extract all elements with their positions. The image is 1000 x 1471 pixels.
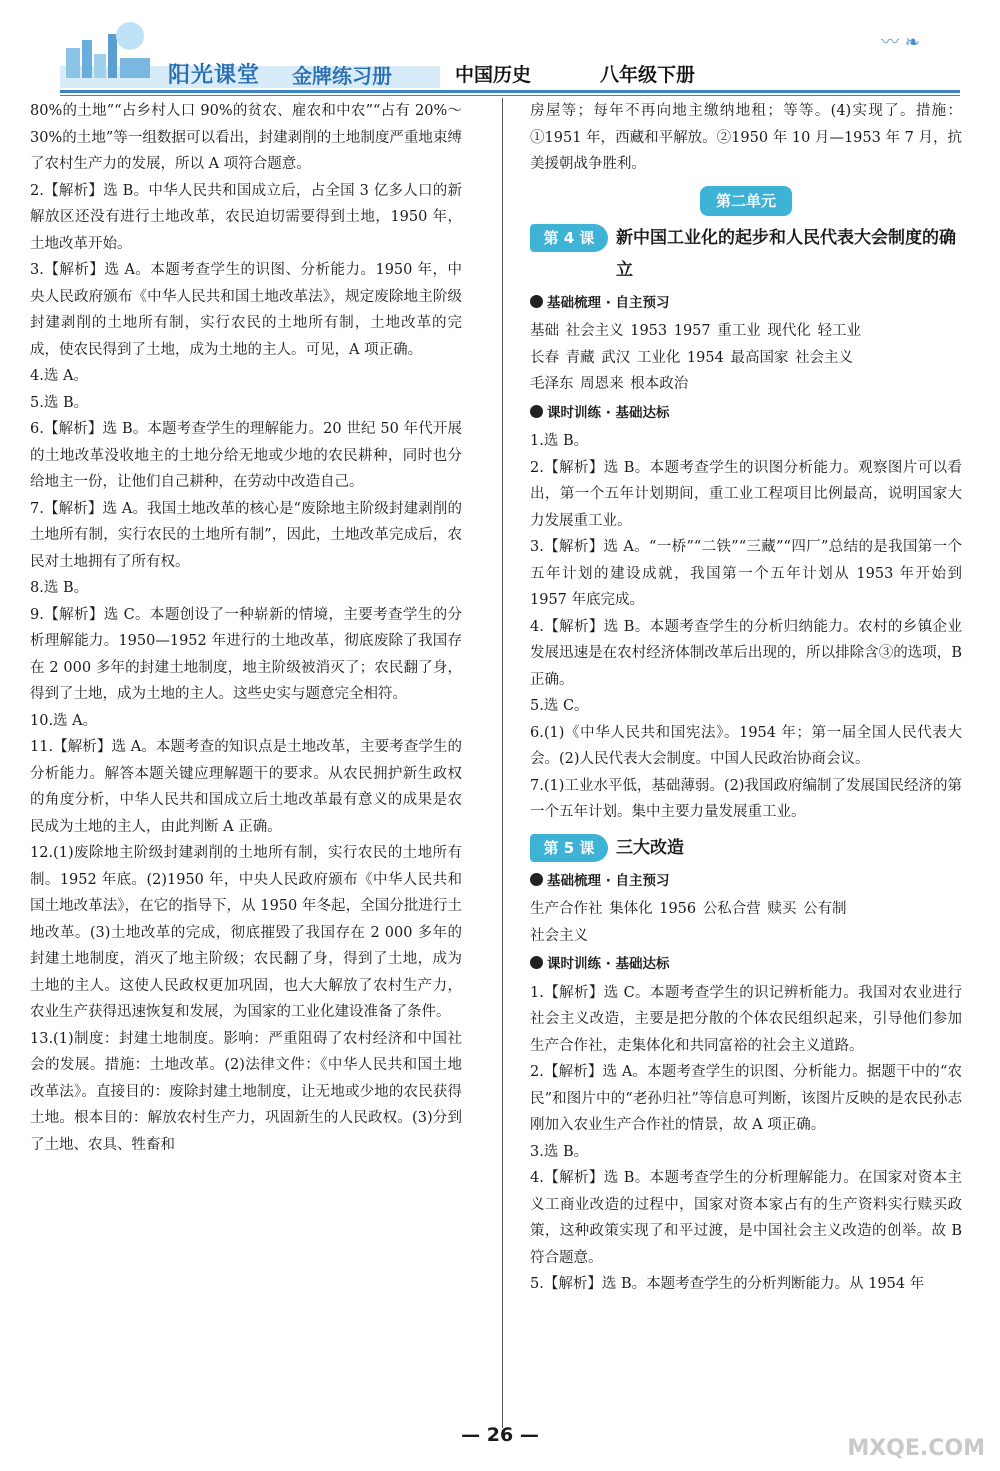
- answer-paragraph: 7.(1)工业水平低，基础薄弱。(2)我国政府编制了发展国民经济的第一个五年计划。集中主要力量发展重工业。: [530, 777, 962, 820]
- term-line: 毛泽东 周恩来 根本政治: [530, 376, 689, 392]
- answer-paragraph: 3.【解析】选 A。“一桥”“二铁”“三藏”“四厂”总结的是我国第一个五年计划的建设成就，我国第一个五年计划从 1953 年开始到 1957 年底完成。: [530, 539, 962, 608]
- section-label: 课时训练 · 基础达标: [547, 404, 670, 421]
- answer-paragraph: 2.【解析】选 B。本题考查学生的识图分析能力。观察图片可以看出，第一个五年计划期间，重工业工程项目比例最高，说明国家大力发展重工业。: [530, 459, 962, 529]
- answer-paragraph: 5.选 B。: [30, 394, 89, 411]
- answer-paragraph: 1.选 B。: [530, 433, 589, 449]
- brand-subtitle: 金牌练习册: [292, 64, 392, 88]
- subject-label: 中国历史: [455, 64, 532, 86]
- section-bullet-icon: [530, 873, 543, 886]
- term-line: 长春 青藏 武汉 工业化 1954 最高国家 社会主义: [530, 349, 854, 366]
- answer-paragraph: 房屋等；每年不再向地主缴纳地租；等等。(4)实现了。措施：①1951 年，西藏和平解放。②1950 年 10 月—1953 年 7 月，抗美援朝战争胜利。: [530, 103, 962, 172]
- answer-paragraph: 11.【解析】选 A。本题考查的知识点是土地改革，主要考查学生的分析能力。解答本题关键应理解题干的要求。从农民拥护新生政权的角度分析，中华人民共和国成立后土地改革最有意义的成果是农民成为土地的主人，由此判断 A 正确。: [30, 739, 462, 835]
- answer-paragraph: 4.选 A。: [30, 368, 88, 384]
- right-column: [530, 98, 962, 1298]
- left-column: [30, 98, 462, 1158]
- section-heading: [530, 290, 962, 317]
- answer-paragraph: 1.【解析】选 C。本题考查学生的识记辨析能力。我国对农业进行社会主义改造，主要是把分散的个体农民组织起来，引导他们参加生产合作社，走集体化和共同富裕的社会主义道路。: [530, 984, 962, 1054]
- answer-paragraph: 7.【解析】选 A。我国土地改革的核心是“废除地主阶级封建剥削的土地所有制，实行农民的土地所有制”，因此，土地改革完成后，农民对土地拥有了所有权。: [30, 500, 462, 570]
- lesson-title: 三大改造: [616, 837, 684, 858]
- watermark: MXQE.COM: [847, 1436, 985, 1461]
- answer-paragraph: 2.【解析】选 B。中华人民共和国成立后，占全国 3 亿多人口的新解放区还没有进行土地改革，农民迫切需要得到土地，1950 年，土地改革开始。: [30, 182, 462, 252]
- grade-label: 八年级下册: [600, 64, 696, 86]
- section-heading: [530, 868, 962, 895]
- term-line: 基础 社会主义 1953 1957 重工业 现代化 轻工业: [530, 323, 861, 339]
- lesson-heading: [530, 222, 962, 286]
- section-bullet-icon: [530, 405, 543, 418]
- column-divider: [502, 98, 503, 1428]
- answer-paragraph: 8.选 B。: [30, 580, 89, 596]
- section-bullet-icon: [530, 295, 543, 308]
- birds-icon: 〰 ❧: [881, 32, 920, 53]
- lesson-badge: 第 5 课: [530, 834, 608, 862]
- header-rule: [60, 90, 960, 93]
- answer-paragraph: 4.【解析】选 B。本题考查学生的分析归纳能力。农村的乡镇企业发展迅速是在农村经济体制改革后出现的，所以排除含③的选项，B 正确。: [530, 618, 962, 688]
- section-label: 基础梳理 · 自主预习: [547, 872, 670, 889]
- brand-title: 阳光课堂: [168, 63, 261, 88]
- answer-paragraph: 3.选 B。: [530, 1143, 589, 1160]
- unit-badge: 第二单元: [700, 186, 792, 216]
- section-bullet-icon: [530, 956, 543, 969]
- answer-paragraph: 12.(1)废除地主阶级封建剥削的土地所有制，实行农民的土地所有制。1952 年底。(2)1950 年，中央人民政府颁布《中华人民共和国土地改革法》，在它的指导下，从 1950 年冬起，全国分批进行土地改革。(3)土地改革的完成，彻底摧毁了我国存在 2 000 多年的封建土地制度，消灭了地主阶级；农民翻了身，得到了土地，成为土地的主人。这使人民政权更加巩固，也大大解放了农村生产力，农业生产获得迅速恢复和发展，为国家的工业化建设准备了条件。: [30, 845, 462, 1020]
- term-line: 社会主义: [530, 927, 588, 944]
- answer-paragraph: 3.【解析】选 A。本题考查学生的识图、分析能力。1950 年，中央人民政府颁布《中华人民共和国土地改革法》，规定废除地主阶级封建剥削的土地所有制，实行农民的土地所有制，土地改革的完成，使农民得到了土地，成为土地的主人。可见，A 项正确。: [30, 262, 462, 358]
- answer-paragraph: 4.【解析】选 B。本题考查学生的分析理解能力。在国家对资本主义工商业改造的过程中，国家对资本家占有的生产资料实行赎买政策，这种政策实现了和平过渡，是中国社会主义改造的创举。故 B 符合题意。: [530, 1170, 962, 1266]
- answer-paragraph: 6.(1)《中华人民共和国宪法》。1954 年；第一届全国人民代表大会。(2)人民代表大会制度。中国人民政治协商会议。: [530, 724, 962, 767]
- page-header: [60, 18, 960, 98]
- answer-paragraph: 9.【解析】选 C。本题创设了一种崭新的情境，主要考查学生的分析理解能力。1950—1952 年进行的土地改革，彻底废除了我国存在 2 000 多年的封建土地制度，地主阶级被消灭了；农民翻了身，得到了土地，成为土地的主人。这些史实与题意完全相符。: [30, 606, 462, 702]
- header-rule-thin: [60, 95, 960, 96]
- answer-paragraph: 80%的土地”“占乡村人口 90%的贫农、雇农和中农”“占有 20%～30%的土地”等一组数据可以看出，封建剥削的土地制度严重地束缚了农村生产力的发展，所以 A 项符合题意。: [30, 103, 462, 172]
- answer-paragraph: 2.【解析】选 A。本题考查学生的识图、分析能力。据题干中的“农民”和图片中的“老孙归社”等信息可判断，该图片反映的是农民孙志刚加入农业生产合作社的情景，故 A 项正确。: [530, 1064, 962, 1133]
- section-label: 基础梳理 · 自主预习: [547, 294, 670, 311]
- section-heading: [530, 400, 962, 427]
- answer-paragraph: 10.选 A。: [30, 712, 98, 729]
- section-heading: [530, 951, 962, 978]
- lesson-title: 新中国工业化的起步和人民代表大会制度的确立: [616, 227, 956, 280]
- answer-paragraph: 5.【解析】选 B。本题考查学生的分析判断能力。从 1954 年: [530, 1276, 925, 1292]
- answer-paragraph: 5.选 C。: [530, 698, 589, 714]
- term-line: 生产合作社 集体化 1956 公私合营 赎买 公有制: [530, 901, 847, 917]
- section-label: 课时训练 · 基础达标: [547, 956, 670, 972]
- page-number: — 26 —: [461, 1424, 539, 1446]
- lesson-heading: [530, 832, 962, 864]
- answer-paragraph: 13.(1)制度：封建土地制度。影响：严重阻碍了农村经济和中国社会的发展。措施：土地改革。(2)法律文件：《中华人民共和国土地改革法》。直接目的：废除封建土地制度，让无地或少地的农民获得土地。根本目的：解放农村生产力，巩固新生的人民政权。(3)分到了土地、农具、牲畜和: [30, 1030, 462, 1153]
- lesson-badge: 第 4 课: [530, 224, 608, 252]
- answer-paragraph: 6.【解析】选 B。本题考查学生的理解能力。20 世纪 50 年代开展的土地改革没收地主的土地分给无地或少地的农民耕种，同时也分给地主一份，让他们自己耕种，在劳动中改造自己。: [30, 421, 462, 490]
